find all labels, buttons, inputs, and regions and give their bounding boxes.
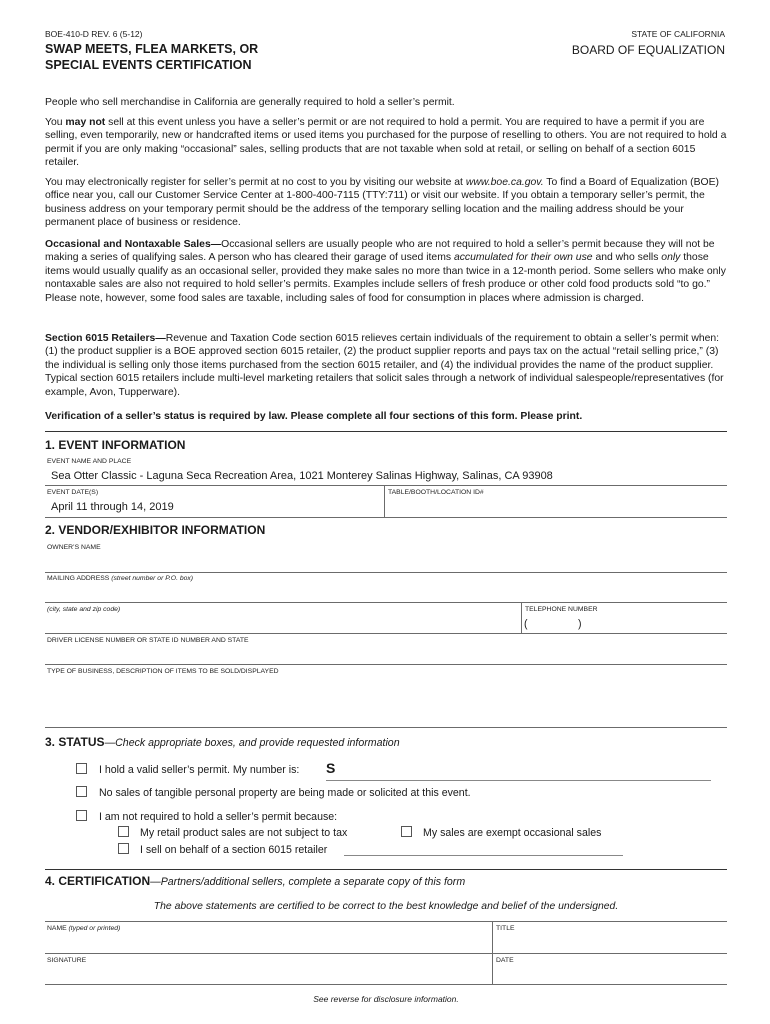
form-number: BOE-410-D REV. 6 (5-12) [45,29,143,39]
event-name-label: EVENT NAME AND PLACE [47,458,132,465]
section4-rule [45,869,727,870]
business-type-line [45,727,727,728]
seller-permit-text: I hold a valid seller’s permit. My number is: [99,764,300,776]
section4-subtitle: —Partners/additional sellers, complete a separate copy of this form [150,876,466,888]
certification-statement: The above statements are certified to be correct to the best knowledge and belief of the undersigned. [153,901,619,912]
section4-heading [45,874,465,888]
occasional-sales-checkbox[interactable] [401,826,412,837]
intro-paragraph-1: People who sell merchandise in California are generally required to hold a seller’s permit. [45,97,455,108]
seller-permit-checkbox[interactable] [76,763,87,774]
p6-bold: Verification of a seller’s status is required by law. Please complete all four sections of this form. Please print. [45,411,583,422]
not-taxable-checkbox[interactable] [118,826,129,837]
table-booth-field[interactable] [392,501,722,515]
city-state-zip-field[interactable] [45,616,519,633]
p2-text-b: sell at this event unless you have a seller’s permit or are not required to hold a permit. You are required to have a permit if you are selling, even temporarily, new or handcrafted items or used items you purchased for the purpose of reselling to others. You are not required to hold a permit if you are only making “occasional” sales, selling products that are not taxable when sold at retail, or selling on behalf of a section 6015 retailer. [45,117,727,169]
mailing-address-line [45,602,727,603]
section1-rule [45,431,727,432]
owner-name-field[interactable] [45,554,727,572]
driver-license-line [45,664,727,665]
section6015-line [344,855,623,856]
p4-text-c: those items would usually qualify as an occasional seller, provided they make sales no more than twice in a 12-month period. Some sellers who make only nontaxable sales are also not required to hold seller’s permits. Examples include sellers of fresh produce or other cold food products sold “to go.” Please note, however, some food sales are taxable, including sales of food for consumption in places where admission is charged. [45,252,726,304]
p4-italic-1: accumulated for their own use [453,252,593,264]
title-label: TITLE [496,925,515,932]
p4-text-b: and who sells [592,252,662,264]
not-required-text: I am not required to hold a seller’s permit because: [99,811,338,823]
driver-license-label: DRIVER LICENSE NUMBER OR STATE ID NUMBER AND STATE [47,637,249,644]
section6015-checkbox[interactable] [118,843,129,854]
permit-prefix: S [326,760,336,776]
section4-title: 4. CERTIFICATION [45,874,151,888]
p5-text-a: Revenue and Taxation Code section 6015 relieves certain individuals of the requirement to obtain a seller’s permit when: (1) the product supplier is a BOE approved section 6015 retailer, (2) the product supplier reports and pays tax on the actual “retail selling price,” (3) the individual is selling only those items purchased from the section 6015 retailer, and (4) the individual provides the name of the product supplier. Typical section 6015 retailers include multi-level marketing retailers that solicit sales through a network of individual salespeople/representatives (for example, Avon, Tupperware). [45,333,724,398]
city-state-zip-label: (city, state and zip code) [47,606,121,613]
not-taxable-text: My retail product sales are not subject to tax [140,827,348,839]
section6015-text: I sell on behalf of a section 6015 retailer [140,844,328,856]
intro-paragraph-6 [45,410,727,423]
form-title-line2: SPECIAL EVENTS CERTIFICATION [45,58,252,72]
signature-label: SIGNATURE [47,957,87,964]
agency-name: BOARD OF EQUALIZATION [571,43,725,57]
event-dates-line [45,517,727,518]
mailing-address-label-a: MAILING ADDRESS [47,575,112,582]
cert-bottom-line [45,984,727,985]
owner-name-line [45,572,727,573]
mailing-address-field[interactable] [45,585,727,602]
disclosure-note: See reverse for disclosure information. [313,994,459,1004]
section6015-retailer-field[interactable] [344,842,622,855]
mailing-address-label-i: (street number or P.O. box) [111,575,194,582]
boe-website: www.boe.ca.gov. [465,177,544,188]
state-name: STATE OF CALIFORNIA [631,29,725,39]
section3-heading [45,735,400,749]
telephone-label: TELEPHONE NUMBER [525,606,598,613]
phone-close-paren: ) [578,618,582,630]
name-label [47,925,120,932]
event-dates-divider [384,486,385,517]
phone-open-paren: ( [524,618,528,630]
p3-text-b: To find a Board of Equalization (BOE) office near you, call our Customer Service Center at 1-800-400-7115 (TTY:711) or visit our website. If you obtain a temporary seller’s permit, the business address on your temporary permit should be the address of the temporary selling location and the mailing address should be your permanent place of business or residence. [45,177,720,229]
city-line [45,633,727,634]
name-label-i: (typed or printed) [68,925,121,932]
permit-number-field[interactable] [340,763,710,779]
name-field[interactable] [45,935,490,953]
name-label-a: NAME [47,925,69,932]
section2-heading: 2. VENDOR/EXHIBITOR INFORMATION [45,523,266,537]
business-type-field[interactable] [45,678,727,726]
title-field[interactable] [493,935,727,953]
event-dates-label: EVENT DATE(S) [47,489,99,496]
event-name-line [45,485,727,486]
p2-bold: may not [65,117,106,128]
section1-heading: 1. EVENT INFORMATION [45,438,186,452]
no-sales-text: No sales of tangible personal property are being made or solicited at this event. [99,787,471,799]
p4-bold: Occasional and Nontaxable Sales— [45,239,222,250]
p2-text-a: You [45,117,66,128]
event-name-field[interactable]: Sea Otter Classic - Laguna Seca Recreation Area, 1021 Monterey Salinas Highway, Salinas, CA 93908 [51,470,553,482]
event-dates-field[interactable]: April 11 through 14, 2019 [51,501,174,513]
business-type-label: TYPE OF BUSINESS, DESCRIPTION OF ITEMS TO BE SOLD/DISPLAYED [47,668,279,675]
driver-license-field[interactable] [45,647,727,664]
p3-text-a: You may electronically register for seller’s permit at no cost to you by visiting our website at [45,177,466,188]
p5-bold: Section 6015 Retailers— [45,333,166,344]
telephone-field[interactable] [522,616,727,633]
p4-italic-2: only [661,252,681,264]
signature-field[interactable] [45,967,490,984]
cert-middle-line [45,953,727,954]
form-title [45,41,258,73]
cert-top-line [45,921,727,922]
table-booth-label: TABLE/BOOTH/LOCATION ID# [388,489,484,496]
mailing-address-label [47,575,193,582]
section3-subtitle: —Check appropriate boxes, and provide requested information [104,737,400,749]
date-field[interactable] [493,967,727,984]
no-sales-checkbox[interactable] [76,786,87,797]
intro-paragraph-5 [45,332,727,399]
section3-title: 3. STATUS [45,735,105,749]
p4-text-a: Occasional sellers are usually people who are not required to hold a seller’s permit because they will not be making a series of qualifying sales. A person who has cleared their garage of used items [45,239,715,264]
permit-number-line [326,780,711,781]
intro-paragraph-3 [45,176,727,230]
form-title-line1: SWAP MEETS, FLEA MARKETS, OR [45,42,259,56]
occasional-sales-text: My sales are exempt occasional sales [423,827,602,839]
not-required-checkbox[interactable] [76,810,87,821]
owner-name-label: OWNER’S NAME [47,544,101,551]
intro-paragraph-4 [45,238,727,305]
date-label: DATE [496,957,514,964]
intro-paragraph-2 [45,116,727,170]
